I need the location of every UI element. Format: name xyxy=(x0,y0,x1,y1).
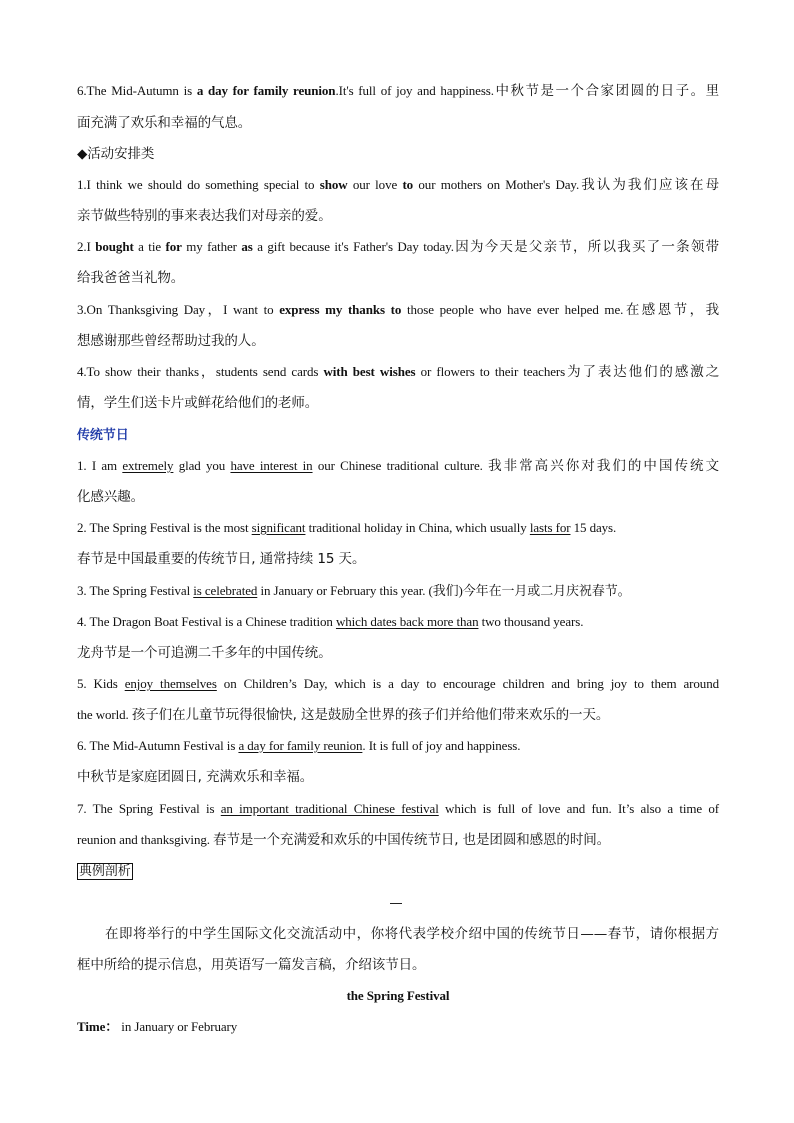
traditional-7-line-2: reunion and thanksgiving. 春节是一个充满爱和欢乐的中国传统节日, 也是团圆和感恩的时间。 xyxy=(77,832,611,848)
activity-4-line-2: 情，学生们送卡片或鲜花给他们的老师。 xyxy=(77,395,319,411)
activity-3-line-1: 3.On Thanksgiving Day，I want to express my thanks to those people who have ever helped me.在感恩节，我 xyxy=(77,302,719,318)
activity-2-line-1: 2.I bought a tie for my father as a gift because it's Father's Day today.因为今天是父亲节，所以我买了一条领带 xyxy=(77,239,719,255)
activity-section-header: ◆活动安排类 xyxy=(77,146,155,162)
example-section-header: 典例剖析 xyxy=(79,864,131,879)
traditional-4-line-2: 龙舟节是一个可追溯二千多年的中国传统。 xyxy=(77,645,332,661)
traditional-2-line-2: 春节是中国最重要的传统节日, 通常持续 15 天。 xyxy=(77,551,366,567)
example-prompt-line-1: 在即将举行的中学生国际文化交流活动中，你将代表学校介绍中国的传统节日——春节，请你根据方 xyxy=(105,926,719,942)
sentence-6-line-1: 6.The Mid-Autumn is a day for family reunion.It's full of joy and happiness.中秋节是一个合家团圆的日子。里 xyxy=(77,83,720,99)
activity-1-line-1: 1.I think we should do something special to show our love to our mothers on Mother's Day.我认为我们应该在母 xyxy=(77,177,720,193)
traditional-1-line-1: 1. I am extremely glad you have interest in our Chinese traditional culture. 我非常高兴你对我们的中国传统文 xyxy=(77,458,719,474)
traditional-4-line-1: 4. The Dragon Boat Festival is a Chinese tradition which dates back more than two thousand years. xyxy=(77,614,584,629)
section-divider xyxy=(390,903,402,904)
traditional-5-line-1: 5. Kids enjoy themselves on Children’s Day, which is a day to encourage children and bring joy to them around xyxy=(77,676,720,691)
traditional-2-line-1: 2. The Spring Festival is the most significant traditional holiday in China, which usually lasts for 15 days. xyxy=(77,520,617,535)
traditional-5-line-2: the world. 孩子们在儿童节玩得很愉快, 这是鼓励全世界的孩子们并给他们带来欢乐的一天。 xyxy=(77,707,610,723)
activity-3-line-2: 想感谢那些曾经帮助过我的人。 xyxy=(77,333,265,349)
traditional-section-header: 传统节日 xyxy=(77,428,129,443)
activity-2-line-2: 给我爸爸当礼物。 xyxy=(77,270,185,286)
box-title: the Spring Festival xyxy=(346,988,450,1003)
traditional-6-line-2: 中秋节是家庭团圆日, 充满欢乐和幸福。 xyxy=(77,769,314,785)
traditional-7-line-1: 7. The Spring Festival is an important traditional Chinese festival which is full of love and fun. It’s also a time of xyxy=(77,801,719,816)
activity-4-line-1: 4.To show their thanks，students send cards with best wishes or flowers to their teachers为了表达他们的感激之 xyxy=(77,364,719,380)
sentence-6-line-2: 面充满了欢乐和幸福的气息。 xyxy=(77,115,252,131)
traditional-1-line-2: 化感兴趣。 xyxy=(77,489,144,505)
traditional-6-line-1: 6. The Mid-Autumn Festival is a day for family reunion. It is full of joy and happiness. xyxy=(77,738,521,753)
activity-1-line-2: 亲节做些特别的事来表达我们对母亲的爱。 xyxy=(77,208,332,224)
time-line: Time： in January or February xyxy=(77,1019,238,1034)
example-prompt-line-2: 框中所给的提示信息，用英语写一篇发言稿，介绍该节日。 xyxy=(77,957,426,973)
traditional-3-line: 3. The Spring Festival is celebrated in January or February this year. (我们)今年在一月或二月庆祝春节。 xyxy=(77,583,631,598)
